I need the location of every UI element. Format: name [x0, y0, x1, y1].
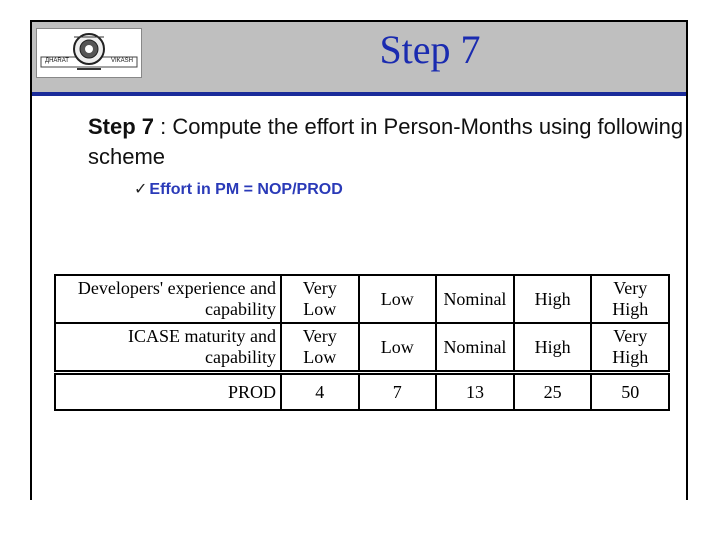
- table-cell: High: [514, 275, 592, 323]
- row-label: ICASE maturity and capability: [55, 323, 281, 373]
- table-cell: Low: [359, 323, 436, 373]
- row-label: Developers' experience and capability: [55, 275, 281, 323]
- table-cell: Low: [359, 275, 436, 323]
- table-cell: Very Low: [281, 275, 358, 323]
- step-instruction: [88, 112, 688, 172]
- step-label: Step 7: [88, 114, 155, 139]
- table-cell: 25: [514, 373, 592, 411]
- step-text: : Compute the effort in Person-Months using following scheme: [88, 114, 684, 169]
- table-row: [55, 373, 669, 411]
- table-cell: 4: [281, 373, 358, 411]
- logo: [36, 28, 142, 78]
- header-rule: [32, 92, 686, 96]
- emblem-icon: [37, 29, 141, 77]
- formula-text: Effort in PM = NOP/PROD: [149, 181, 343, 198]
- logo-right-text: VIKASH: [110, 58, 133, 64]
- table-cell: 13: [436, 373, 514, 411]
- table-cell: Very Low: [281, 323, 358, 373]
- logo-left-text: ДHARAT: [45, 58, 69, 64]
- table-cell: Nominal: [436, 323, 514, 373]
- table-cell: 50: [591, 373, 669, 411]
- check-icon: ✓: [134, 181, 148, 198]
- table-cell: 7: [359, 373, 436, 411]
- formula-bullet: [134, 179, 343, 199]
- table-cell: Nominal: [436, 275, 514, 323]
- table-cell: Very High: [591, 323, 669, 373]
- slide-title: Step 7: [379, 27, 481, 72]
- row-label: PROD: [55, 373, 281, 411]
- table-row: [55, 323, 669, 373]
- productivity-table: [54, 274, 670, 411]
- table-cell: High: [514, 323, 592, 373]
- table-row: [55, 275, 669, 323]
- table-cell: Very High: [591, 275, 669, 323]
